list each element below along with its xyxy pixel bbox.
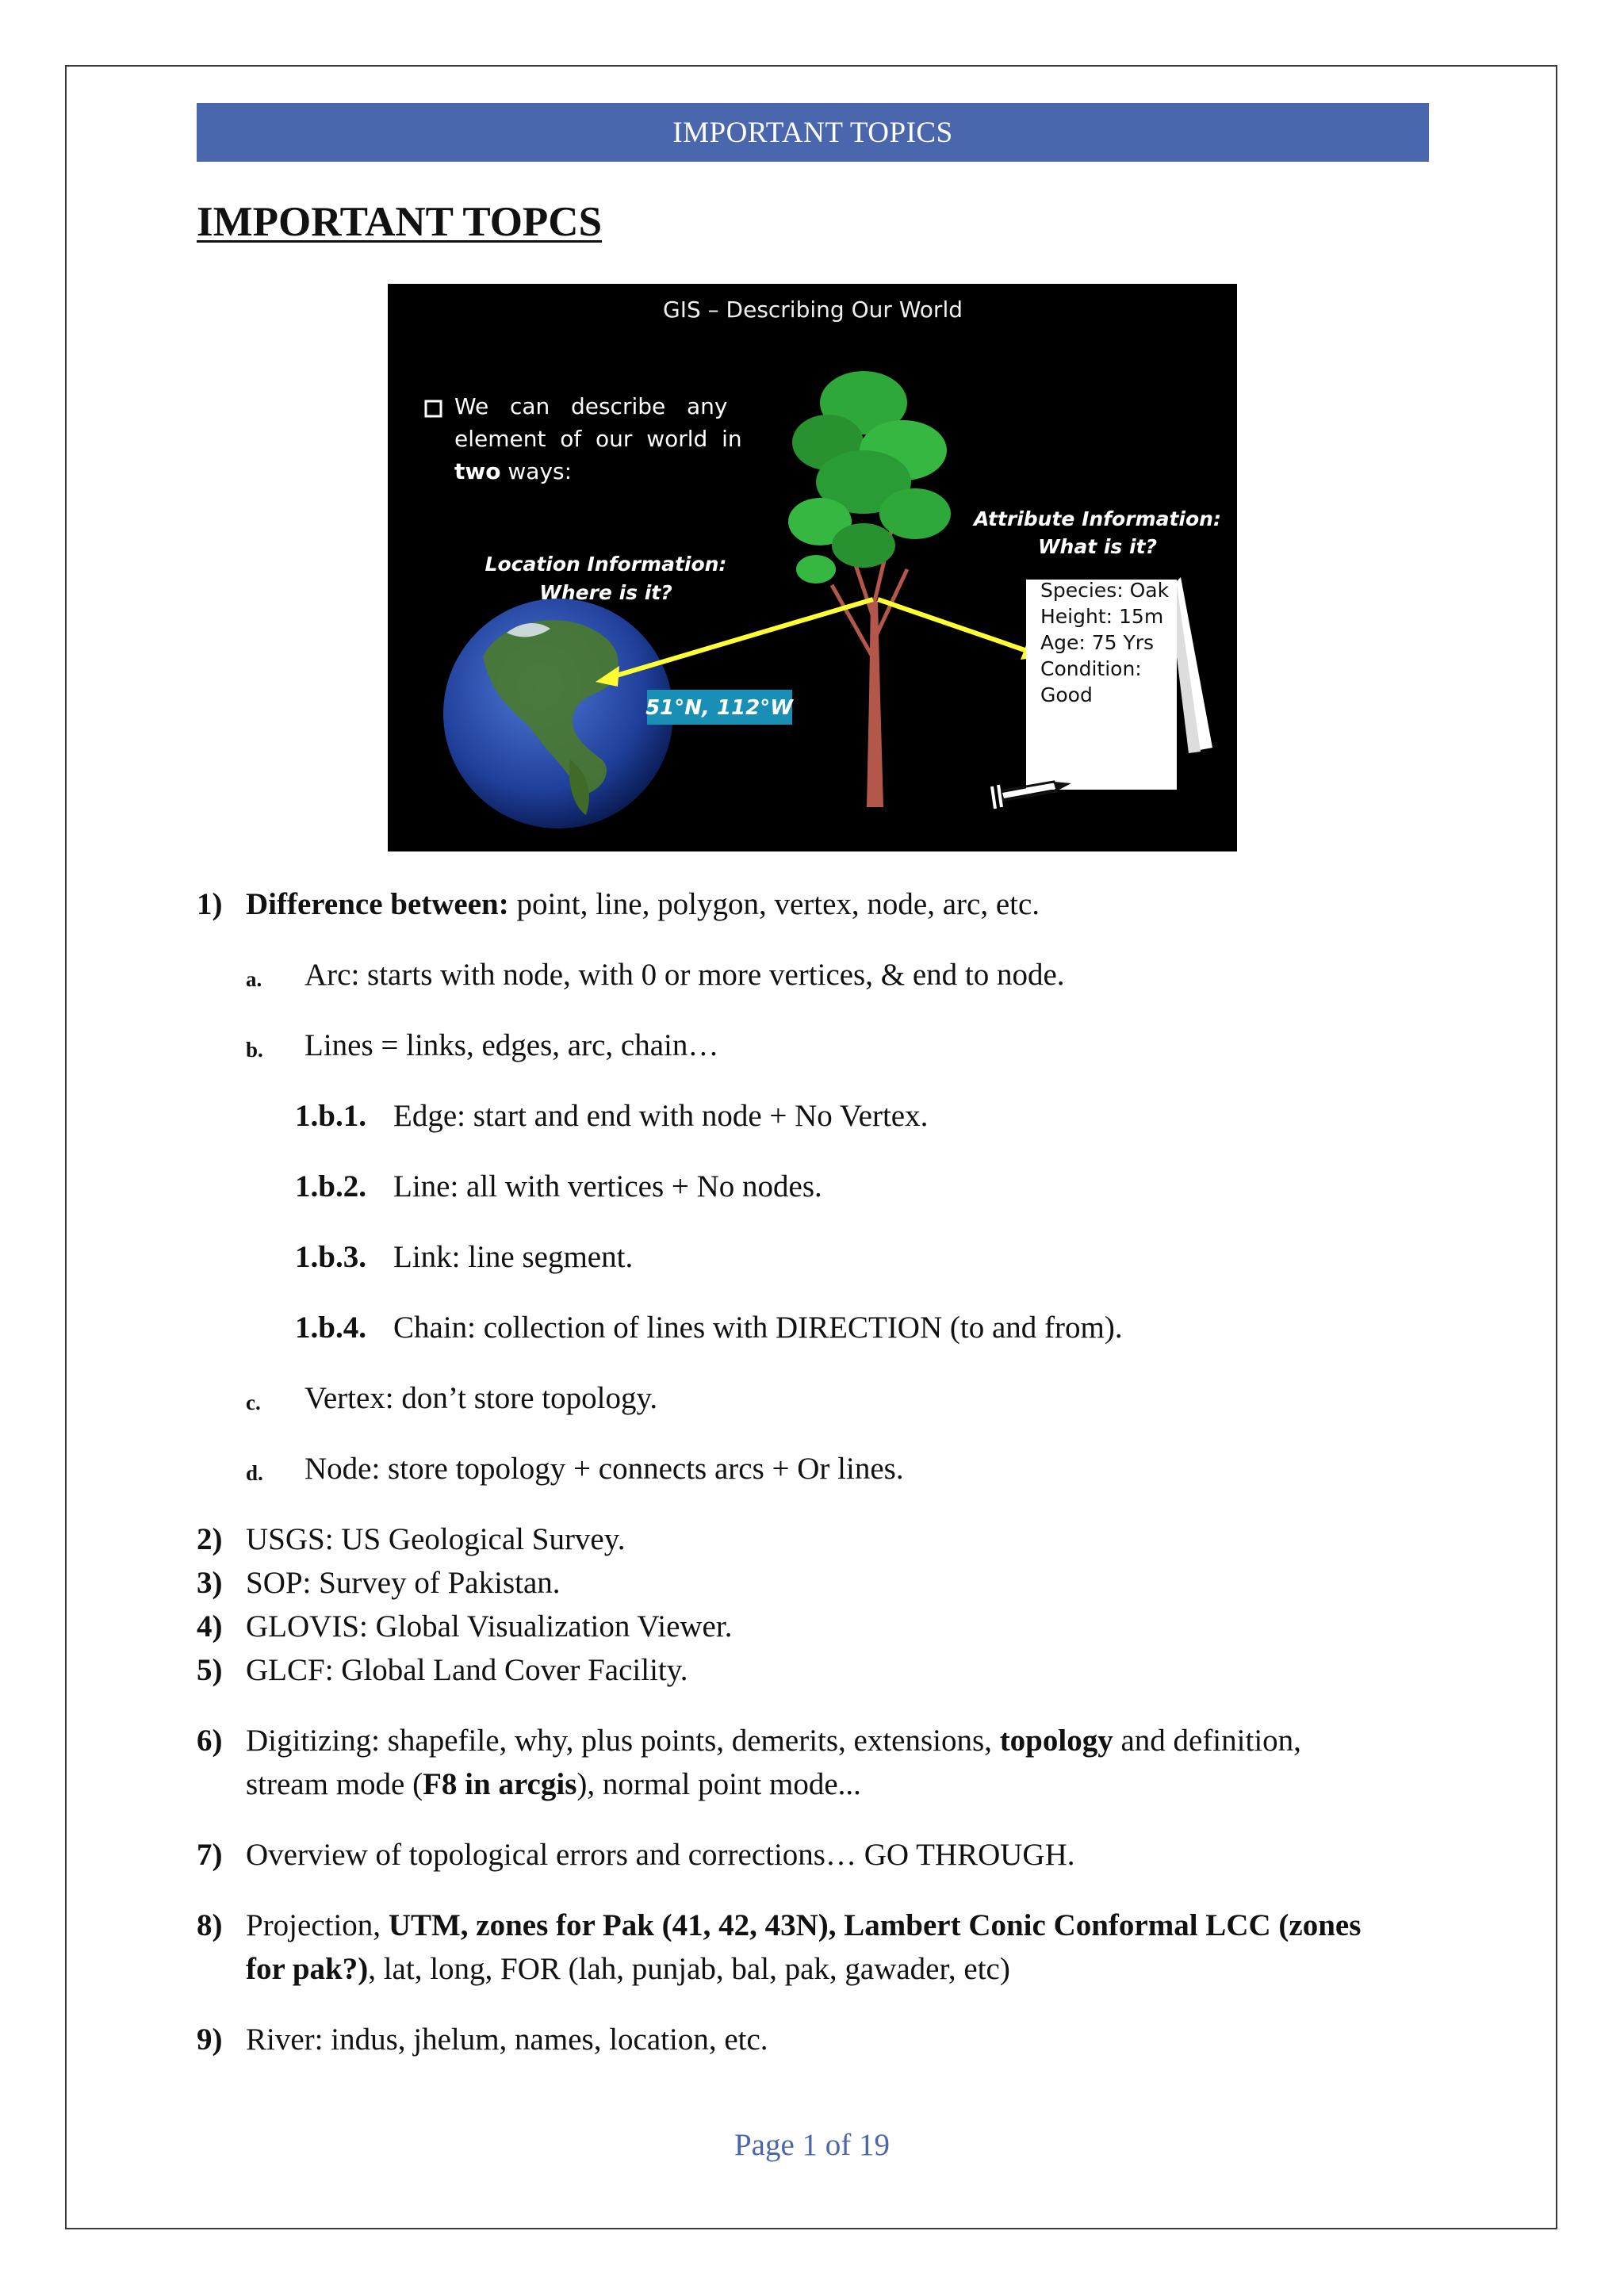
page-title: IMPORTANT TOPCS (197, 199, 603, 245)
card-line-3: Age: 75 Yrs (1040, 631, 1155, 654)
item-number: 5) (197, 1653, 223, 1687)
item-letter: d. (246, 1461, 263, 1485)
item-text: SOP: Survey of Pakistan. (246, 1566, 561, 1600)
card-line-2: Height: 15m (1040, 605, 1164, 628)
bullet-line-1: We can describe any (454, 393, 728, 419)
item-text: Lines = links, edges, arc, chain… (304, 1028, 719, 1062)
bullet-rest: ways: (500, 458, 573, 484)
item-text-part: stream mode ( (246, 1767, 423, 1801)
gis-figure (388, 284, 1237, 851)
figure-title: GIS – Describing Our World (663, 297, 963, 323)
item-number: 1.b.4. (295, 1311, 366, 1345)
item-letter: c. (246, 1391, 261, 1414)
item-number: 1.b.2. (295, 1169, 366, 1203)
item-text: Vertex: don’t store topology. (304, 1381, 658, 1415)
item-text-line-1 (246, 1904, 1361, 1947)
item-text: River: indus, jhelum, names, location, etc. (246, 2022, 768, 2057)
coords-label: 51°N, 112°W (645, 696, 793, 720)
item-number: 4) (197, 1609, 223, 1644)
item-letter: b. (246, 1038, 263, 1062)
card-line-5: Good (1040, 683, 1093, 706)
item-text: GLCF: Global Land Cover Facility. (246, 1653, 688, 1687)
item-text-part: , lat, long, FOR (lah, punjab, bal, pak, gawader, etc) (368, 1952, 1010, 1986)
attribute-label-1: Attribute Information: (974, 507, 1221, 530)
list-item (197, 1719, 1434, 1806)
item-rest: point, line, polygon, vertex, node, arc, etc. (508, 887, 1040, 921)
item-bold: UTM, zones for Pak (41, 42, 43N), Lambert Conic Conformal LCC (zones (388, 1908, 1362, 1942)
item-text-part: ), normal point mode... (576, 1767, 861, 1801)
item-number: 8) (197, 1908, 223, 1942)
item-text: Line: all with vertices + No nodes. (393, 1169, 822, 1203)
item-text-part: Digitizing: shapefile, why, plus points, demerits, extensions, (246, 1724, 1000, 1758)
item-text-line-2 (246, 1762, 861, 1806)
item-text-part: Projection, (246, 1908, 389, 1942)
header-text: IMPORTANT TOPICS (672, 116, 953, 149)
item-number: 1) (197, 887, 223, 921)
bullet-bold-word: two (454, 458, 501, 484)
item-number: 6) (197, 1724, 223, 1758)
gis-illustration (388, 284, 1237, 851)
item-text: Arc: starts with node, with 0 or more vertices, & end to node. (304, 958, 1065, 992)
item-text-line-2 (246, 1947, 1010, 1991)
location-label-1: Location Information: (485, 553, 727, 576)
page-number: Page 1 of 19 (733, 2128, 891, 2162)
item-text-part: and definition, (1113, 1724, 1301, 1758)
item-number: 1.b.1. (295, 1099, 366, 1133)
item-letter: a. (246, 967, 262, 991)
header-band (197, 103, 1429, 162)
card-line-1: Species: Oak (1040, 579, 1170, 602)
item-bold: for pak?) (246, 1952, 369, 1986)
item-text-line-1 (246, 1719, 1301, 1762)
item-number: 3) (197, 1566, 223, 1600)
item-text: Edge: start and end with node + No Vertex. (393, 1099, 929, 1133)
item-number: 9) (197, 2022, 223, 2057)
location-label-2: Where is it? (539, 581, 672, 604)
attribute-label-2: What is it? (1037, 535, 1158, 558)
item-text (246, 882, 1040, 926)
item-text: Node: store topology + connects arcs + Or lines. (304, 1452, 904, 1486)
bullet-line-3 (454, 458, 572, 484)
item-text: GLOVIS: Global Visualization Viewer. (246, 1609, 733, 1644)
item-number: 7) (197, 1838, 223, 1872)
item-text: USGS: US Geological Survey. (246, 1522, 626, 1556)
card-line-4: Condition: (1040, 657, 1142, 680)
item-text: Chain: collection of lines with DIRECTION (to and from). (393, 1311, 1123, 1345)
globe-icon (443, 599, 673, 828)
list-item (197, 1904, 1434, 1991)
item-text: Overview of topological errors and corrections… GO THROUGH. (246, 1838, 1075, 1872)
item-bold: topology (999, 1724, 1113, 1758)
item-bold: F8 in arcgis (423, 1767, 577, 1801)
item-text: Link: line segment. (393, 1240, 634, 1274)
bullet-line-2: element of our world in (454, 426, 742, 452)
item-number: 2) (197, 1522, 223, 1556)
item-bold: Difference between: (246, 887, 509, 921)
item-number: 1.b.3. (295, 1240, 366, 1274)
